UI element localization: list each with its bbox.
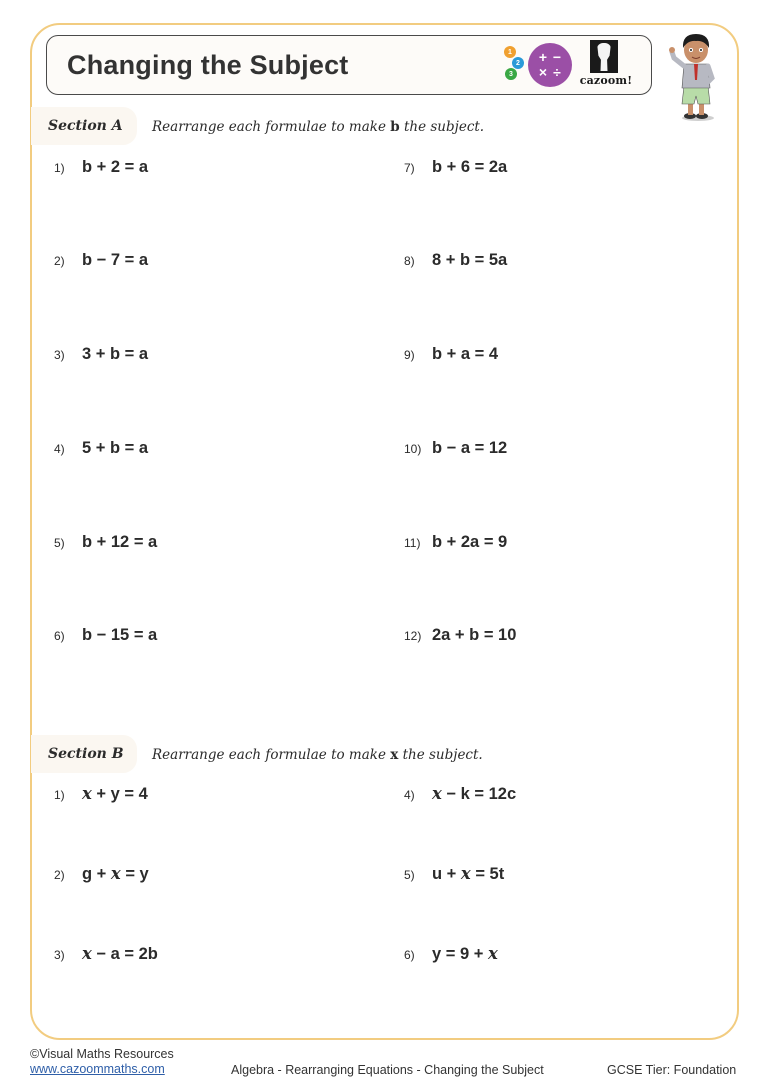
cazoom-logo-text: cazoom! [579,74,633,87]
expr-part: − a = 2b [91,945,158,963]
section-b-instruction [152,747,483,763]
section-a-instruction [152,119,484,135]
instruction-text: Rearrange each formulae to make [152,119,391,135]
expr-variable: x [110,864,121,883]
times-icon: × [538,64,548,80]
question-number: 1) [54,788,65,802]
expr-part: = 5t [470,865,505,883]
question-b5 [404,864,504,884]
question-a4 [54,439,148,458]
question-number: 9) [404,348,415,362]
footer-website-link[interactable]: www.cazoommaths.com [30,1062,165,1076]
numbers-logo-icon [502,44,528,84]
question-expression: 8 + b = 5a [432,251,508,269]
expr-part: u + [432,865,461,883]
question-expression: b + a = 4 [432,345,499,363]
question-number: 10) [404,442,422,456]
expr-variable: x [460,864,471,883]
footer-tier: GCSE Tier: Foundation [607,1063,737,1077]
expr-part: g + [82,865,111,883]
question-expression: b + 2a = 9 [432,533,508,551]
question-number: 5) [54,536,65,550]
question-b1 [54,784,148,804]
question-number: 8) [404,254,415,268]
question-expression [82,784,148,804]
question-a9 [404,345,498,364]
question-expression [432,944,498,964]
number-one-icon: 1 [504,46,516,58]
question-a10 [404,439,507,458]
question-number: 7) [404,161,415,175]
question-expression: b − a = 12 [432,439,508,457]
question-number: 12) [404,629,422,643]
expr-part: y = 9 + [432,945,488,963]
question-a5 [54,533,157,552]
expr-variable: x [82,784,92,803]
question-a8 [404,251,507,270]
question-b4 [404,784,516,804]
question-number: 2) [54,254,65,268]
plus-icon: + [538,49,548,65]
question-expression [82,864,149,884]
operators-logo-icon [528,43,572,87]
question-a7 [404,158,507,177]
question-number: 3) [54,948,65,962]
question-expression: b + 2 = a [82,158,149,176]
instruction-variable: b [390,119,400,135]
question-b2 [54,864,149,884]
page-title: Changing the Subject [67,50,349,80]
question-expression: b − 7 = a [82,251,149,269]
number-three-icon: 3 [505,68,517,80]
question-a11 [404,533,507,552]
question-number: 4) [54,442,65,456]
footer-copyright: ©Visual Maths Resources [30,1047,174,1061]
question-a2 [54,251,148,270]
question-expression: b − 15 = a [82,626,158,644]
question-number: 1) [54,161,65,175]
instruction-text: Rearrange each formulae to make [152,747,391,763]
question-expression: 5 + b = a [82,439,149,457]
instruction-variable: x [390,747,399,763]
instruction-text: the subject. [398,747,483,763]
question-number: 3) [54,348,65,362]
section-b-label: Section B [48,746,124,762]
instruction-text: the subject. [399,119,485,135]
question-expression: b + 6 = 2a [432,158,508,176]
question-number: 11) [404,536,421,550]
expr-part: − k = 12c [441,785,517,803]
divide-icon: ÷ [553,64,561,80]
question-expression [432,784,516,804]
minus-icon: − [552,49,562,65]
question-number: 4) [404,788,415,802]
expr-part: = y [120,865,149,883]
expr-variable: x [82,944,92,963]
question-expression: 3 + b = a [82,345,149,363]
question-b6 [404,944,498,964]
question-a6 [54,626,157,645]
question-b3 [54,944,158,964]
footer-copyright-block [30,1047,174,1076]
question-expression [82,944,158,964]
question-number: 6) [54,629,65,643]
mascot-boy-icon [668,30,722,122]
expr-variable: x [487,944,498,963]
question-a12 [404,626,516,645]
question-number: 5) [404,868,415,882]
number-two-icon: 2 [512,57,524,69]
question-expression [432,864,504,884]
question-expression: 2a + b = 10 [432,626,517,644]
expr-variable: x [432,784,442,803]
question-expression: b + 12 = a [82,533,158,551]
question-number: 6) [404,948,415,962]
footer-topic: Algebra - Rearranging Equations - Changing the Subject [231,1063,544,1077]
section-a-label: Section A [48,118,123,134]
question-a1 [54,158,148,177]
question-a3 [54,345,148,364]
cazoom-logo [578,40,634,90]
question-number: 2) [54,868,65,882]
expr-part: + y = 4 [91,785,148,803]
